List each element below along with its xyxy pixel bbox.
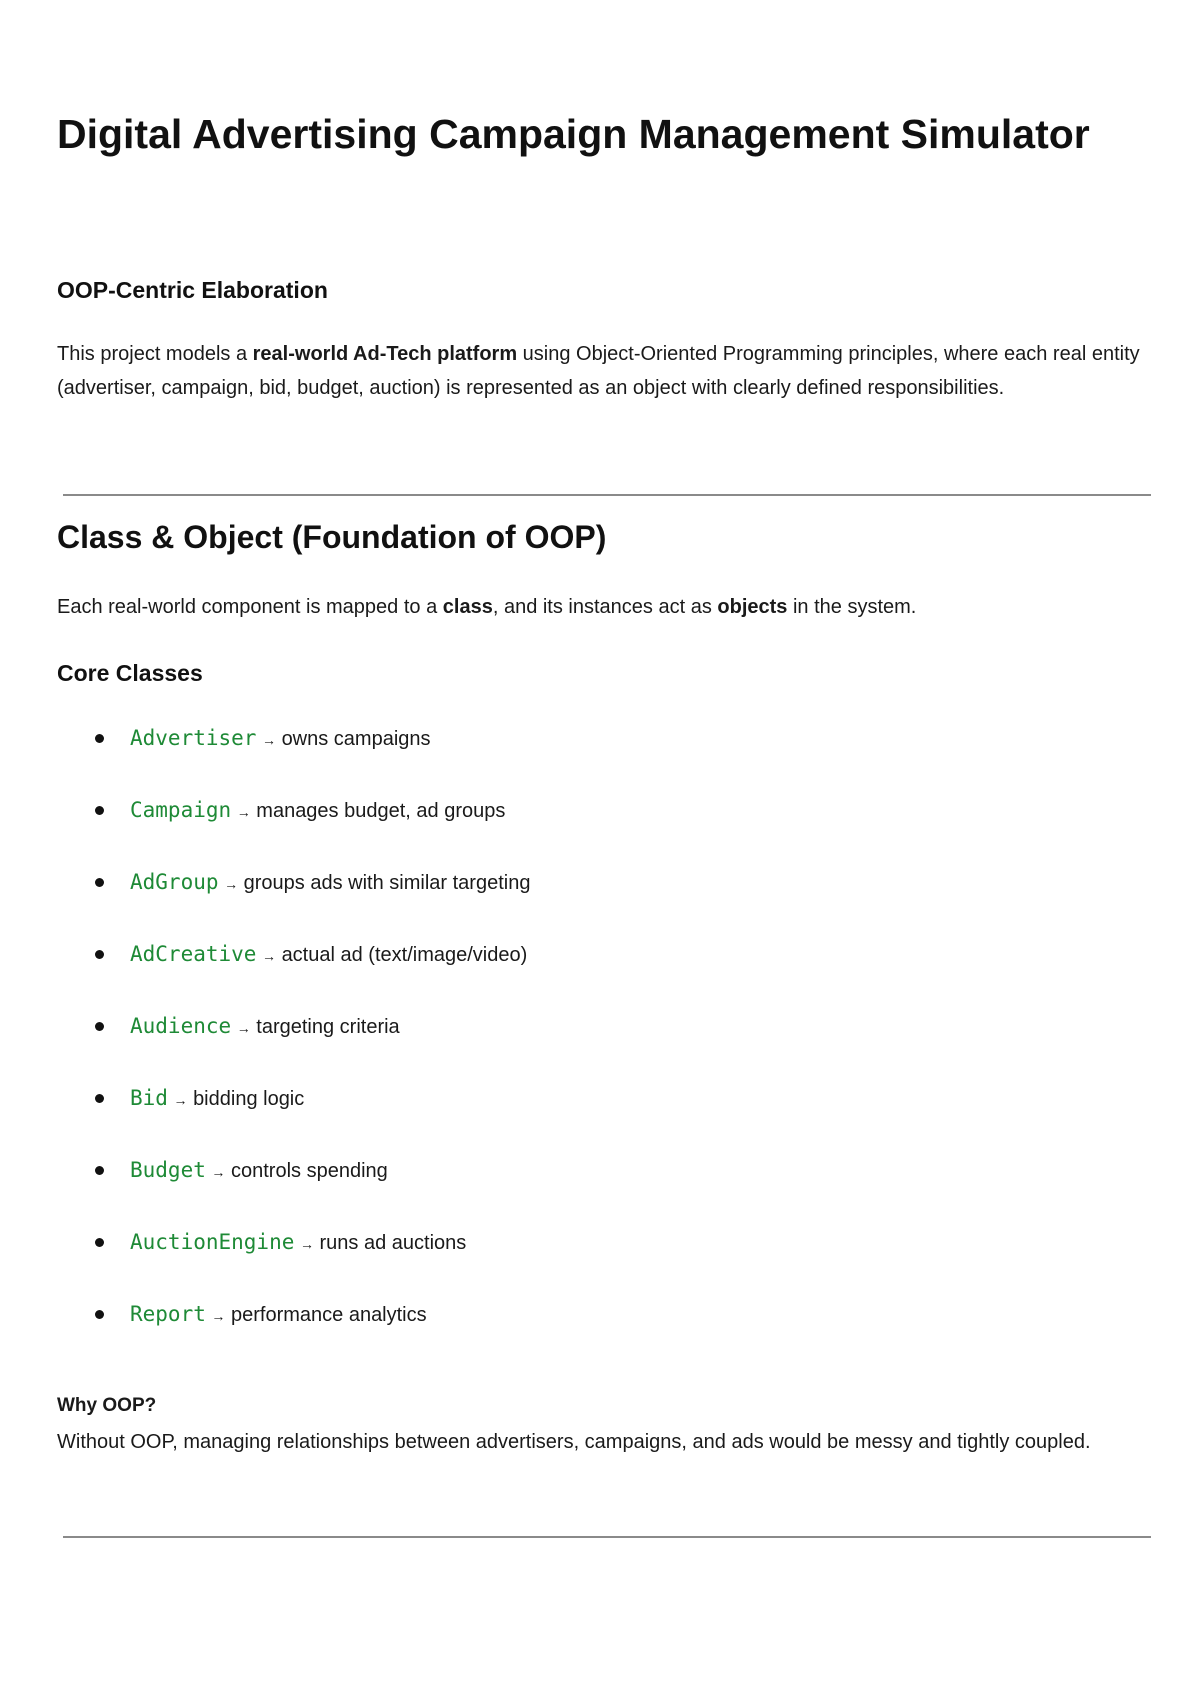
right-arrow-icon: → (173, 1092, 188, 1108)
core-classes-list (57, 718, 530, 1366)
horizontal-divider (63, 1536, 1151, 1538)
bullet-icon (95, 1166, 104, 1175)
class-name: Bid (130, 1086, 168, 1110)
why-oop-label: Why OOP? (57, 1395, 157, 1416)
core-classes-heading: Core Classes (57, 660, 203, 686)
lead-text-end: in the system. (787, 596, 917, 618)
bullet-icon (95, 1310, 104, 1319)
list-item (57, 790, 530, 862)
bullet-icon (95, 806, 104, 815)
class-name: AdGroup (130, 870, 219, 894)
list-item (57, 718, 530, 790)
right-arrow-icon: → (224, 876, 239, 892)
class-name: Report (130, 1302, 206, 1326)
list-item (57, 1294, 530, 1366)
lead-bold-class: class (442, 596, 493, 618)
lead-text-middle: , and its instances act as (492, 596, 718, 618)
class-description: controls spending (230, 1160, 388, 1182)
class-name: Audience (130, 1014, 232, 1038)
bullet-icon (95, 950, 104, 959)
section-heading-class-object: Class & Object (Foundation of OOP) (57, 519, 607, 555)
list-item (57, 1078, 530, 1150)
list-item (57, 1222, 530, 1294)
horizontal-divider (63, 494, 1151, 496)
class-description: targeting criteria (256, 1016, 400, 1038)
class-description: owns campaigns (281, 728, 431, 750)
list-item (57, 934, 530, 1006)
bullet-icon (95, 1022, 104, 1031)
class-name: Budget (130, 1158, 206, 1182)
section-lead-paragraph (57, 596, 916, 619)
bullet-icon (95, 734, 104, 743)
right-arrow-icon: → (211, 1164, 226, 1180)
page-title: Digital Advertising Campaign Management Simulator (57, 111, 1090, 157)
subtitle: OOP-Centric Elaboration (57, 277, 328, 303)
bullet-icon (95, 1094, 104, 1103)
lead-bold-objects: objects (717, 596, 788, 618)
intro-text-bold: real-world Ad-Tech platform (252, 343, 518, 365)
class-description: runs ad auctions (319, 1232, 467, 1254)
list-item (57, 1006, 530, 1078)
right-arrow-icon: → (211, 1308, 226, 1324)
lead-text-start: Each real-world component is mapped to a (57, 596, 443, 618)
right-arrow-icon: → (236, 1020, 251, 1036)
right-arrow-icon: → (262, 732, 276, 748)
class-name: Campaign (130, 798, 232, 822)
class-name: AuctionEngine (130, 1230, 295, 1254)
why-oop-text: Without OOP, managing relationships between advertisers, campaigns, and ads would be messy and tightly coupled. (57, 1431, 1091, 1453)
list-item (57, 1150, 530, 1222)
right-arrow-icon: → (262, 948, 276, 964)
intro-text-end: using Object-Oriented Programming principles, where each real entity (advertiser, campaign, bid, budget, auction) is represented as an object with clearly defined responsibilities. (57, 343, 1140, 399)
class-description: bidding logic (193, 1088, 305, 1110)
intro-text-start: This project models a (57, 343, 253, 365)
class-description: actual ad (text/image/video) (281, 944, 528, 966)
bullet-icon (95, 878, 104, 887)
right-arrow-icon: → (236, 804, 251, 820)
class-description: performance analytics (230, 1304, 427, 1326)
list-item (57, 862, 530, 934)
intro-paragraph (57, 337, 1147, 405)
right-arrow-icon: → (299, 1236, 314, 1252)
class-name: AdCreative (130, 942, 257, 966)
bullet-icon (95, 1238, 104, 1247)
class-description: groups ads with similar targeting (243, 872, 531, 894)
class-description: manages budget, ad groups (256, 800, 506, 822)
class-name: Advertiser (130, 726, 257, 750)
